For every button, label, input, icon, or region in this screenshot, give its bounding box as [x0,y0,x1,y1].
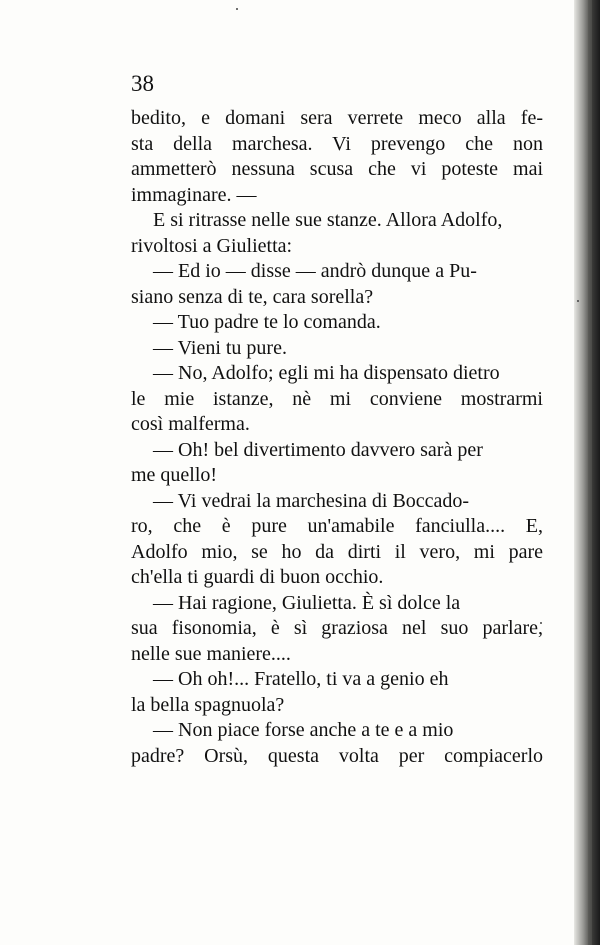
text-line: la bella spagnuola? [131,693,285,716]
text-line: immaginare. — [131,183,257,206]
page-text [131,106,543,769]
text-line: E si ritrasse nelle sue stanze. Allora Adolfo, [153,209,503,231]
text-line: — No, Adolfo; egli mi ha dispensato dietro [153,362,500,384]
text-line: le mie istanze, nè mi conviene mostrarmi [131,387,543,410]
text-line: siano senza di te, cara sorella? [131,285,374,308]
text-line: così malferma. [131,413,250,435]
text-line: — Tuo padre te lo comanda. [153,311,381,333]
text-line: — Oh! bel divertimento davvero sarà per [153,438,483,461]
text-line: — Vi vedrai la marchesina di Boccado- [153,489,470,512]
scan-speck [577,300,579,302]
text-line: ammetterò nessuna scusa che vi poteste mai [131,158,543,180]
text-line: — Vieni tu pure. [153,336,287,359]
page-binding-edge [574,0,600,945]
text-line: ro, che è pure un'amabile fanciulla.... E, [131,515,543,537]
text-line: nelle sue maniere.... [131,642,291,665]
text-line: — Oh oh!... Fratello, ti va a genio eh [153,668,449,690]
text-line: — Hai ragione, Giulietta. È sì dolce la [153,591,461,614]
page-number: 38 [131,71,154,96]
text-line: padre? Orsù, questa volta per compiacerlo [131,744,543,767]
scan-speck [236,8,238,10]
text-line: me quello! [131,464,218,486]
text-line: rivoltosi a Giulietta: [131,234,293,257]
binding-shadow [588,0,592,945]
text-line: — Non piace forse anche a te e a mio [153,719,454,741]
text-line: — Ed io — disse — andrò dunque a Pu- [153,260,477,282]
text-line: Adolfo mio, se ho da dirti il vero, mi pare [131,540,543,563]
text-line: bedito, e domani sera verrete meco alla fe- [131,107,543,129]
text-line: sta della marchesa. Vi prevengo che non [131,132,543,155]
text-line: sua fisonomia, è sì graziosa nel suo parlare, [131,617,543,639]
text-line: ch'ella ti guardi di buon occhio. [131,566,384,588]
